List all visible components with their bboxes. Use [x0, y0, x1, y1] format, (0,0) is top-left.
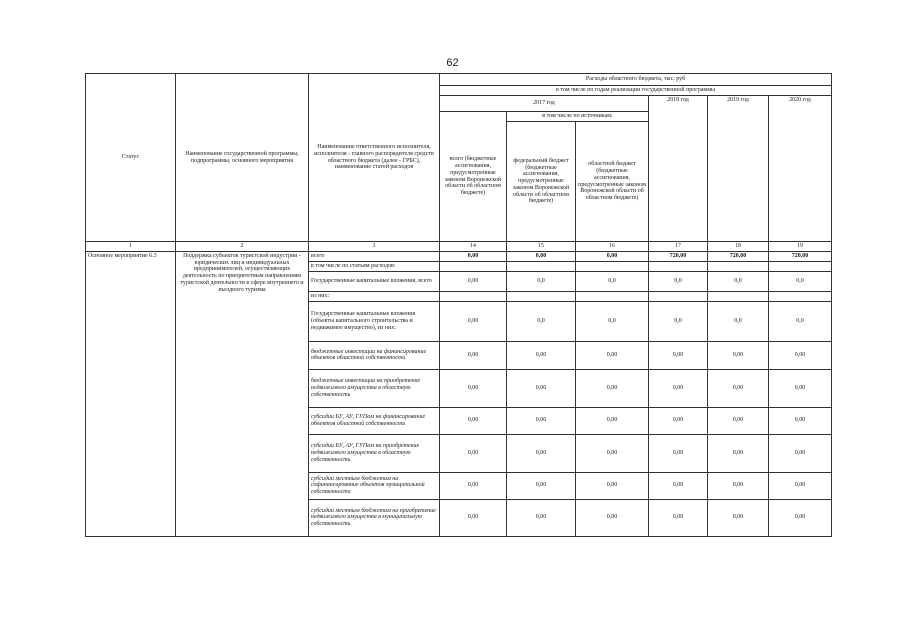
- row-value: 0,00: [576, 434, 649, 472]
- row-value: 0,00: [440, 301, 507, 341]
- column-number: 18: [708, 242, 769, 252]
- row-value: 0,00: [576, 369, 649, 407]
- row-value: [708, 262, 769, 272]
- row-label: из них:: [309, 292, 440, 302]
- row-value: 0,00: [769, 499, 832, 536]
- row-value: [507, 292, 576, 302]
- row-value: 0,0: [708, 301, 769, 341]
- header-by-years: в том числе по годам реализации государственной программы: [440, 86, 832, 96]
- row-value: 0,00: [769, 407, 832, 434]
- header-year-2020: 2020 год: [769, 96, 832, 242]
- row-value: 0,00: [708, 369, 769, 407]
- row-value: 0,00: [440, 434, 507, 472]
- row-label: Государственные капитальные вложения, всего: [309, 272, 440, 292]
- row-value: 0,00: [576, 341, 649, 369]
- row-value: 0,00: [440, 272, 507, 292]
- row-value: [649, 292, 708, 302]
- row-value: 0,00: [507, 341, 576, 369]
- row-value: 0,00: [576, 252, 649, 262]
- header-by-sources: в том числе по источникам:: [507, 112, 649, 122]
- row-value: [576, 262, 649, 272]
- row-value: [507, 262, 576, 272]
- row-value: [440, 292, 507, 302]
- row-label: субсидии местным бюджетам на приобретение недвижимого имущества в муниципальную собственность: [309, 499, 440, 536]
- row-value: [576, 292, 649, 302]
- row-value: 720,00: [649, 252, 708, 262]
- row-value: 0,00: [507, 252, 576, 262]
- column-number: 17: [649, 242, 708, 252]
- row-value: 0,00: [507, 369, 576, 407]
- row-value: 0,0: [576, 272, 649, 292]
- program-value: Поддержка субъектов туристской индустрии - юридических лиц и индивидуальных предпринимателей, осуществляющих деятельность по приоритетным направлениям туристской деятельности в сфере внутреннего и въездного туризма: [176, 252, 309, 537]
- row-label: всего: [309, 252, 440, 262]
- row-value: 0,00: [507, 499, 576, 536]
- row-value: 0,0: [507, 272, 576, 292]
- row-label: субсидии БУ, АУ, ГУПам на приобретение недвижимого имущества в областную собственность: [309, 434, 440, 472]
- row-value: 720,00: [708, 252, 769, 262]
- column-number: 1: [86, 242, 176, 252]
- row-value: 0,00: [708, 472, 769, 499]
- header-program-name: Наименование государственной программы, подпрограммы, основного мероприятия: [176, 74, 309, 242]
- row-value: 0,00: [708, 434, 769, 472]
- row-value: 0,00: [708, 341, 769, 369]
- row-value: [769, 292, 832, 302]
- column-numbers-row: [86, 242, 832, 252]
- column-number: 3: [309, 242, 440, 252]
- budget-table: [85, 73, 832, 537]
- row-label: в том числе по статьям расходов:: [309, 262, 440, 272]
- column-number: 15: [507, 242, 576, 252]
- row-value: 0,00: [507, 472, 576, 499]
- row-value: [769, 262, 832, 272]
- row-value: 0,00: [576, 472, 649, 499]
- column-number: 19: [769, 242, 832, 252]
- header-regional-col: областной бюджет (бюджетные ассигнования, предусмотренные законом Воронежской области об областном бюджете): [576, 122, 649, 242]
- row-value: 0,00: [649, 407, 708, 434]
- column-number: 14: [440, 242, 507, 252]
- row-value: 0,0: [708, 272, 769, 292]
- row-value: 0,00: [649, 369, 708, 407]
- row-value: 0,00: [507, 434, 576, 472]
- header-federal-col: федеральный бюджет (бюджетные ассигнования, предусмотренные законом Воронежской области об областном бюджете): [507, 122, 576, 242]
- row-value: 0,00: [649, 434, 708, 472]
- header-expenses: Расходы областного бюджета, тыс. руб: [440, 74, 832, 86]
- row-value: 0,00: [440, 407, 507, 434]
- row-value: 0,00: [769, 472, 832, 499]
- row-value: 0,00: [440, 499, 507, 536]
- row-value: 0,00: [649, 341, 708, 369]
- row-value: 0,00: [440, 472, 507, 499]
- row-value: 0,00: [769, 369, 832, 407]
- status-value: Основное мероприятие 6.3: [86, 252, 176, 537]
- row-value: 0,00: [440, 369, 507, 407]
- row-value: [708, 292, 769, 302]
- row-label: Государственные капитальные вложения (объекты капитального строительства и недвижимое имущество), из них:: [309, 301, 440, 341]
- header-year-2018: 2018 год: [649, 96, 708, 242]
- table-row: [86, 252, 832, 262]
- row-value: 0,00: [576, 499, 649, 536]
- row-value: 0,0: [507, 301, 576, 341]
- row-value: 0,00: [440, 341, 507, 369]
- row-value: 0,0: [649, 301, 708, 341]
- row-value: 0,00: [708, 407, 769, 434]
- row-value: 0,0: [769, 301, 832, 341]
- header-status: Статус: [86, 74, 176, 242]
- row-label: бюджетные инвестиции на финансирование объектов областной собственности: [309, 341, 440, 369]
- header-year-2017: 2017 год: [440, 96, 649, 112]
- row-value: 0,00: [708, 499, 769, 536]
- row-label: бюджетные инвестиции на приобретение недвижимого имущества в областную собственность: [309, 369, 440, 407]
- row-value: [649, 262, 708, 272]
- row-value: 0,00: [769, 434, 832, 472]
- row-value: 720,00: [769, 252, 832, 262]
- row-value: 0,00: [769, 341, 832, 369]
- row-label: субсидии БУ, АУ, ГУПам на финансирование объектов областной собственности: [309, 407, 440, 434]
- row-value: 0,00: [440, 252, 507, 262]
- row-value: 0,0: [769, 272, 832, 292]
- row-value: 0,0: [649, 272, 708, 292]
- column-number: 2: [176, 242, 309, 252]
- row-value: 0,00: [649, 472, 708, 499]
- header-executor: Наименование ответственного исполнителя, исполнителя - главного распорядителя средств областного бюджета (далее - ГРБС), наименование статей расходов: [309, 74, 440, 242]
- row-value: 0,00: [507, 407, 576, 434]
- column-number: 16: [576, 242, 649, 252]
- row-value: 0,0: [576, 301, 649, 341]
- header-year-2019: 2019 год: [708, 96, 769, 242]
- page-number: 62: [446, 57, 459, 69]
- header-total-col: всего (бюджетные ассигнования, предусмотренные законом Воронежской области об областном бюджете): [440, 112, 507, 242]
- row-value: [440, 262, 507, 272]
- row-label: субсидии местным бюджетам на софинансирование объектов муниципальной собственности: [309, 472, 440, 499]
- row-value: 0,00: [649, 499, 708, 536]
- row-value: 0,00: [576, 407, 649, 434]
